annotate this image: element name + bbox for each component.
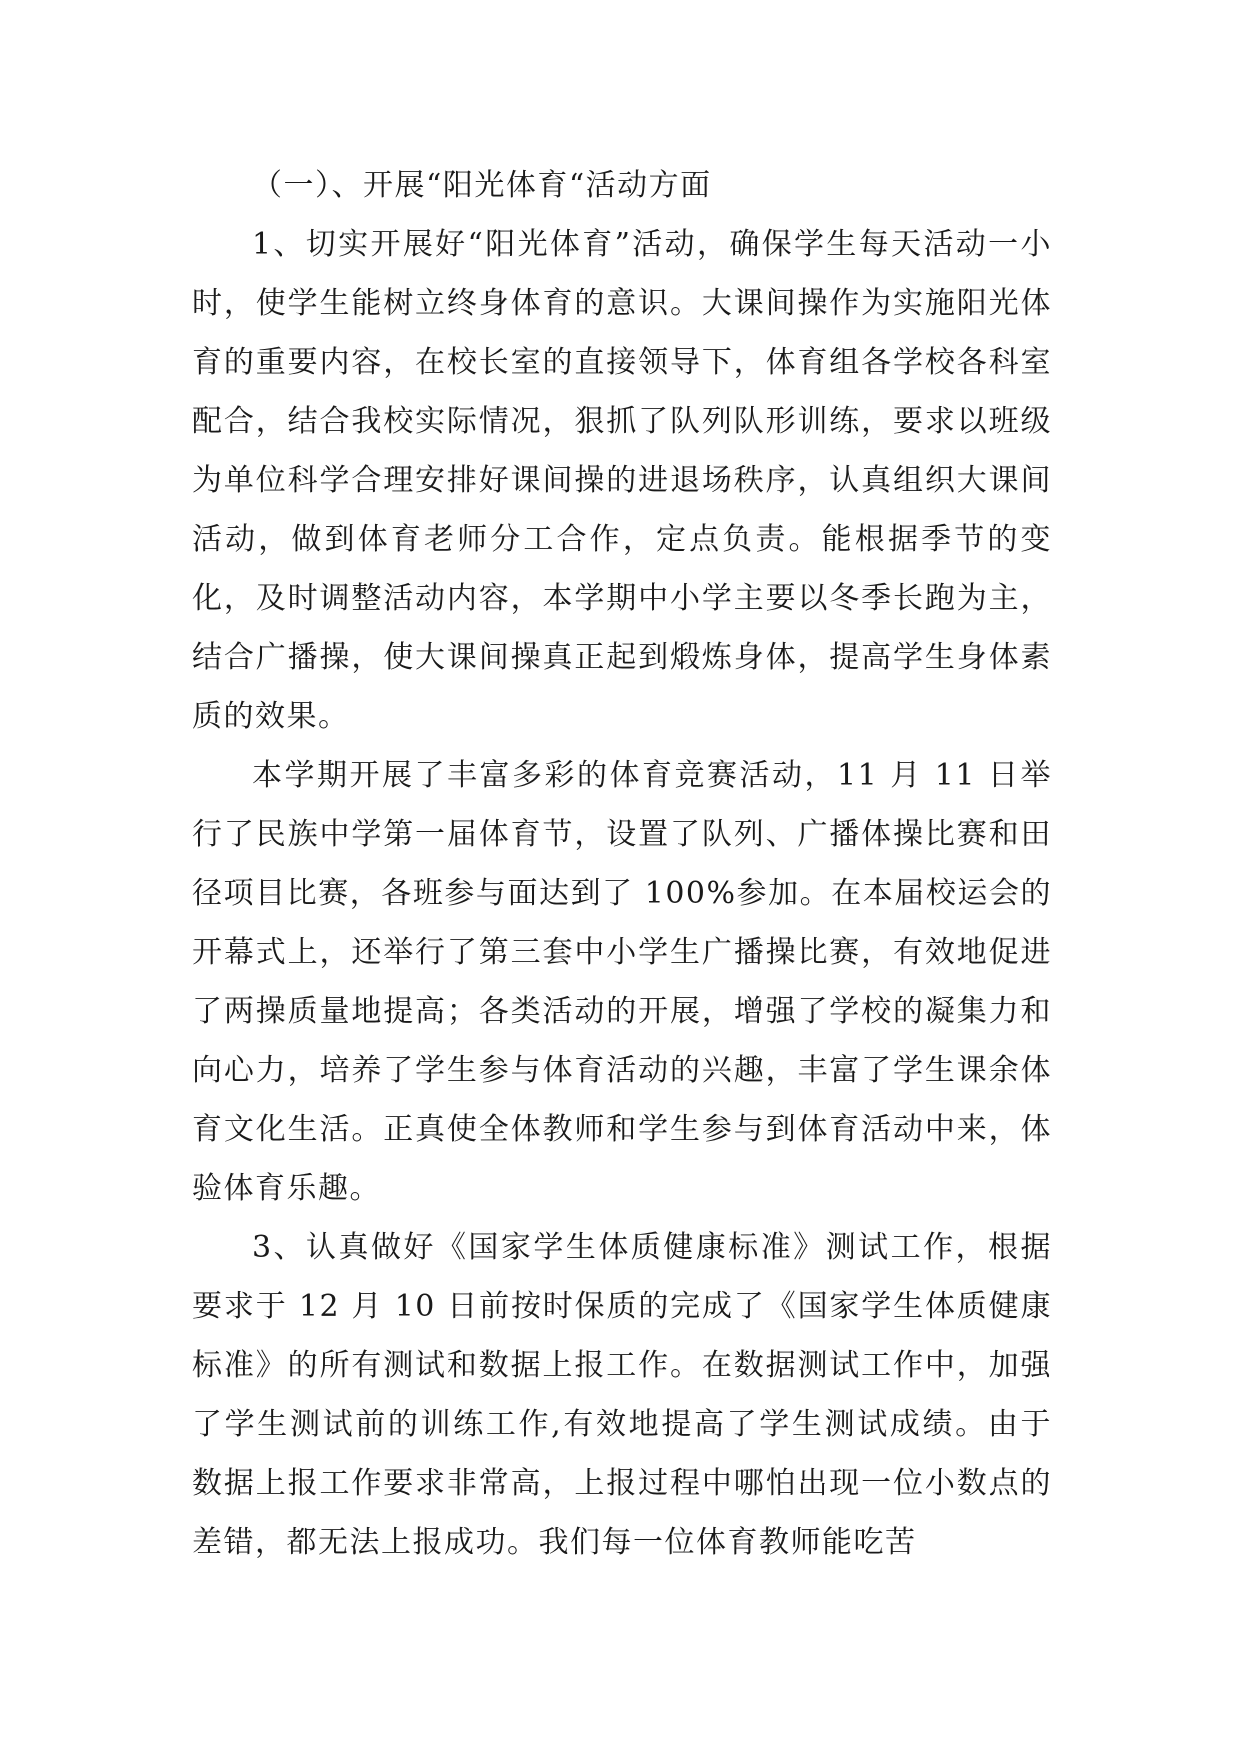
section-heading: （一）、开展“阳光体育“活动方面 <box>252 168 712 203</box>
paragraph-fitness-standard-test: 3、认真做好《国家学生体质健康标准》测试工作，根据要求于 12 月 10 日前按时保质的完成了《国家学生体质健康标准》的所有测试和数据上报工作。在数据测试工作中，加强了学生测试前的训练工作,有效地提高了学生测试成绩。由于数据上报工作要求非常高，上报过程中哪怕出现一位小数点的差错，都无法上报成功。我们每一位体育教师能吃苦 <box>192 1230 1052 1560</box>
document-body <box>192 156 1052 1572</box>
paragraph-sports-competition: 本学期开展了丰富多彩的体育竞赛活动，11 月 11 日举行了民族中学第一届体育节，设置了队列、广播体操比赛和田径项目比赛，各班参与面达到了 100%参加。在本届校运会的开幕式上，还举行了第三套中小学生广播操比赛，有效地促进了两操质量地提高；各类活动的开展，增强了学校的凝集力和向心力，培养了学生参与体育活动的兴趣，丰富了学生课余体育文化生活。正真使全体教师和学生参与到体育活动中来，体验体育乐趣。 <box>192 758 1052 1206</box>
paragraph-sunshine-sports: 1、切实开展好“阳光体育”活动，确保学生每天活动一小时，使学生能树立终身体育的意识。大课间操作为实施阳光体育的重要内容，在校长室的直接领导下，体育组各学校各科室配合，结合我校实际情况，狠抓了队列队形训练，要求以班级为单位科学合理安排好课间操的进退场秩序，认真组织大课间活动，做到体育老师分工合作，定点负责。能根据季节的变化，及时调整活动内容，本学期中小学主要以冬季长跑为主，结合广播操，使大课间操真正起到煅炼身体，提高学生身体素质的效果。 <box>192 227 1052 734</box>
